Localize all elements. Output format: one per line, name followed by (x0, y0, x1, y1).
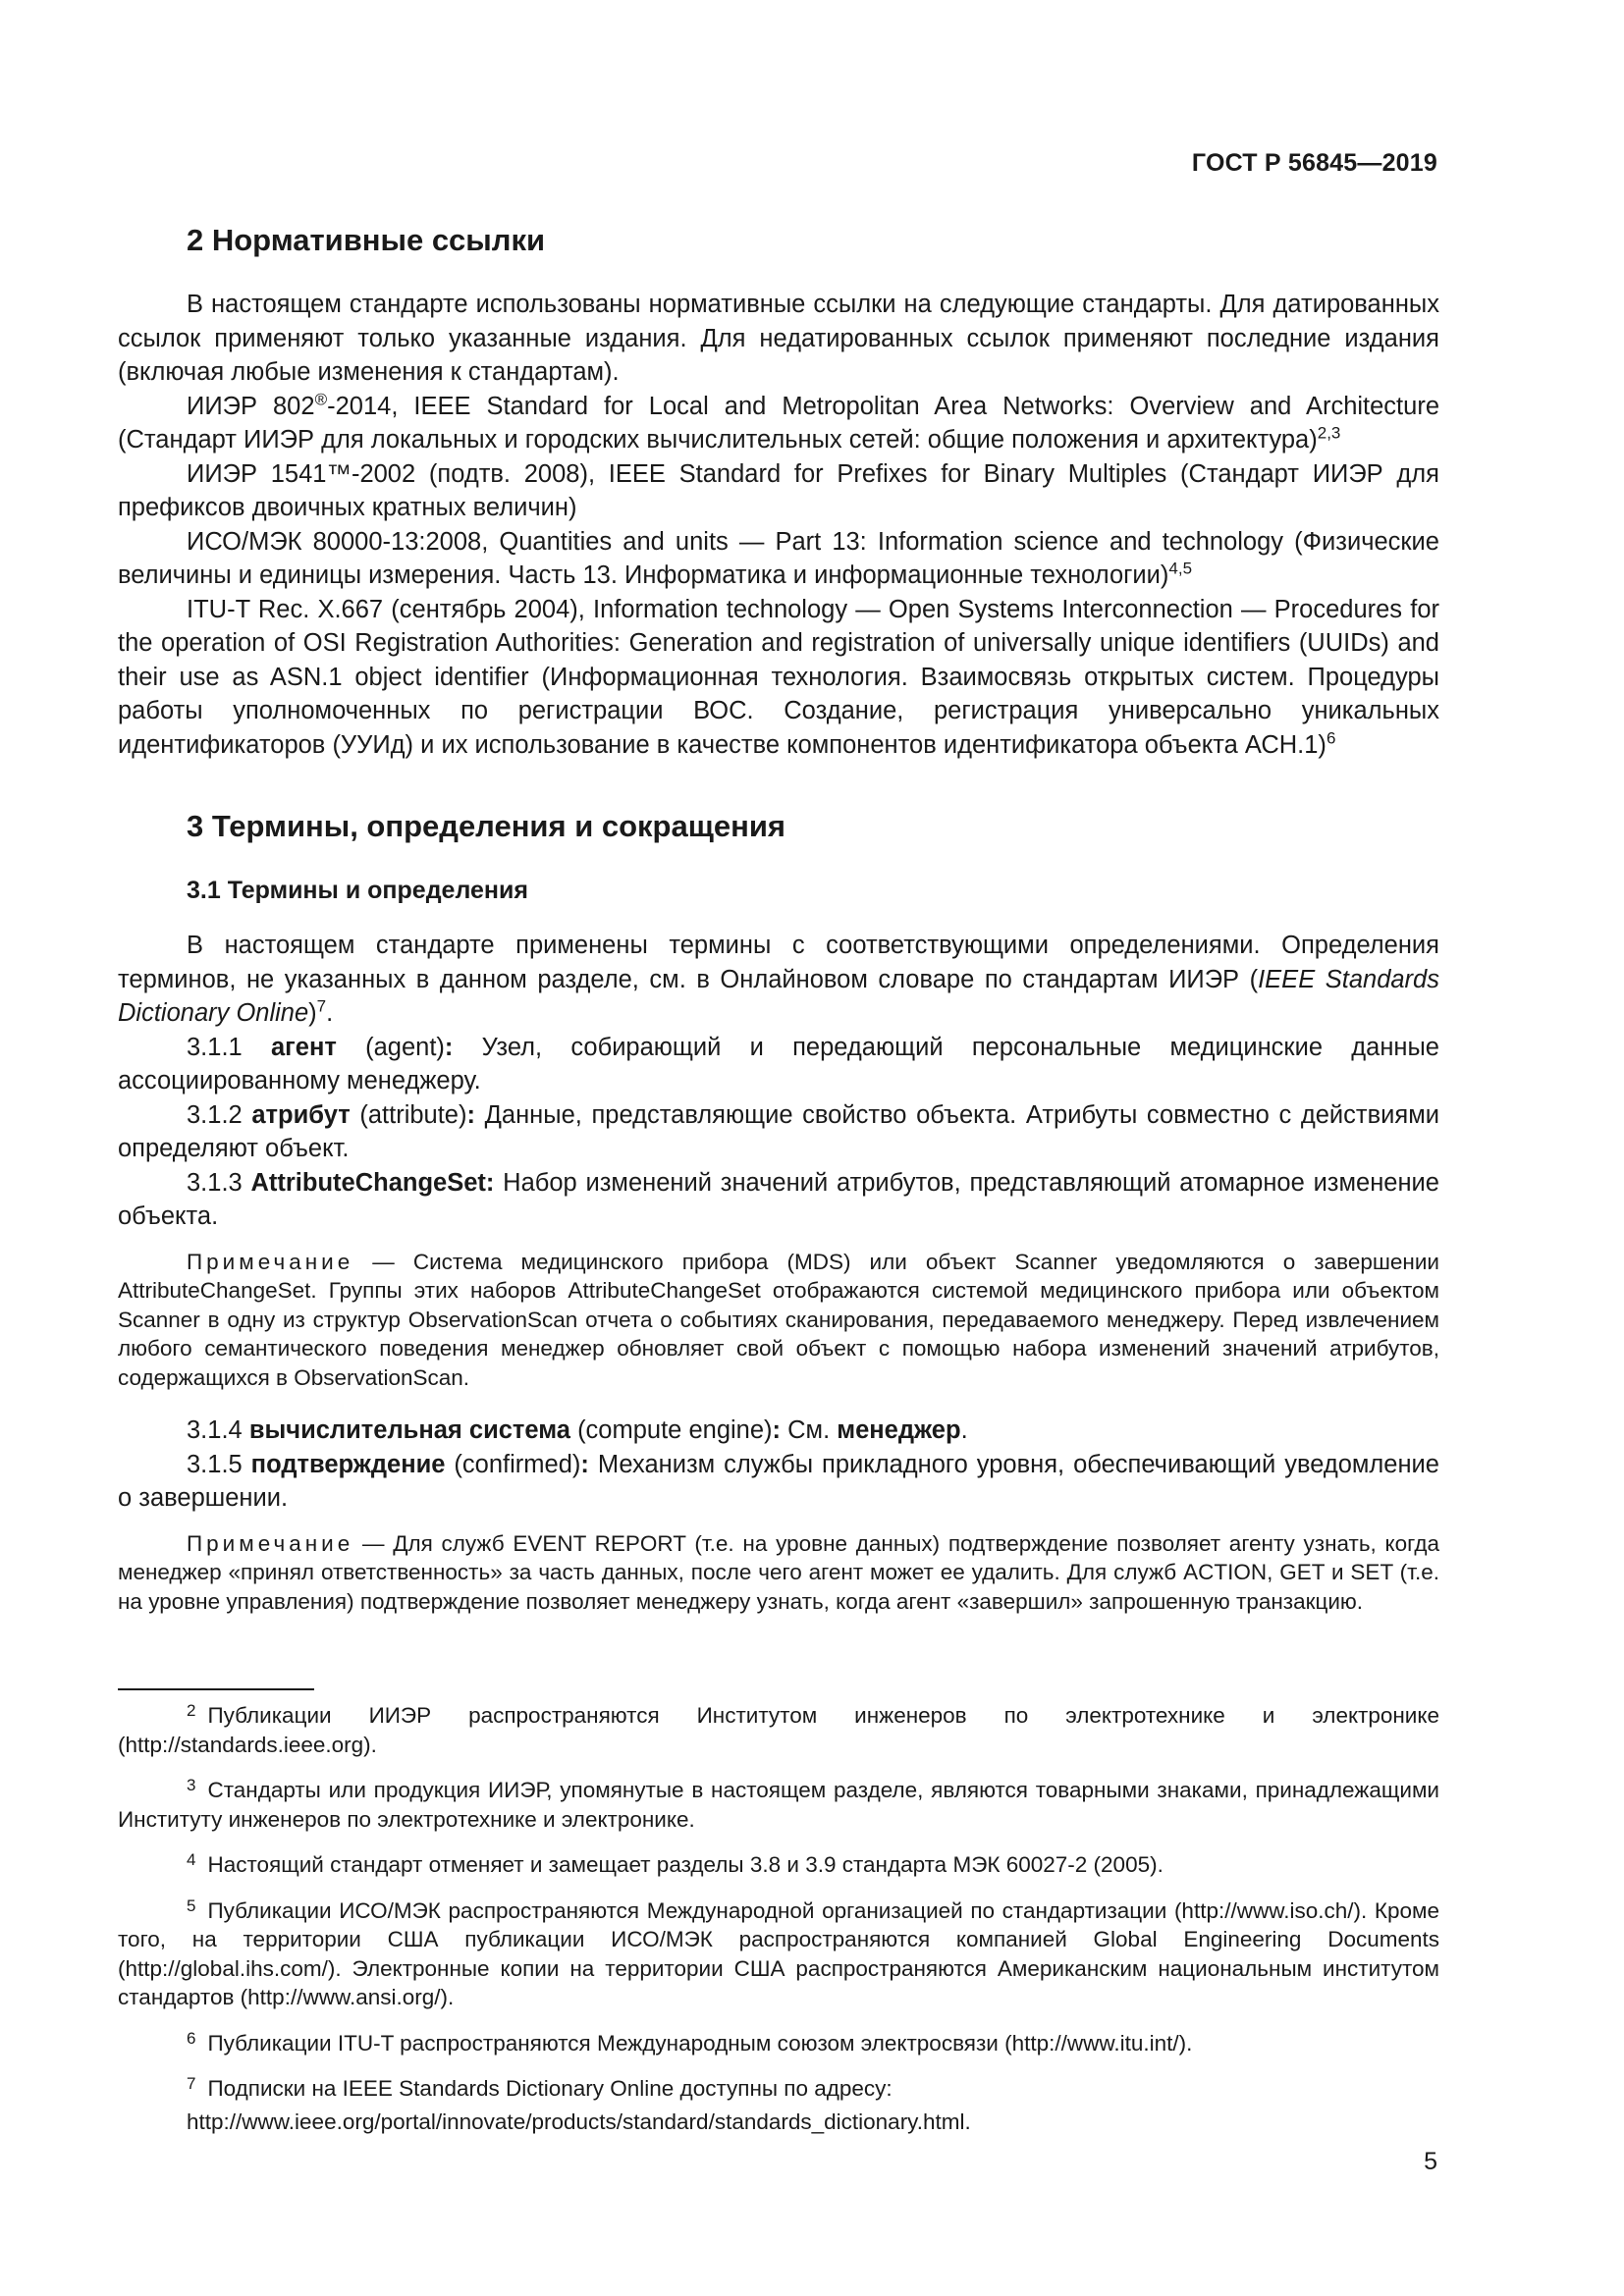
section-3-title: 3 Термины, определения и сокращения (187, 809, 785, 843)
footnote-6: $^6$ Публикации ITU-T распространяются Международным союзом электросвязи (http://www.itu.int/). (187, 2028, 1193, 2056)
footnote-4: $^4$ Настоящий стандарт отменяет и замещает разделы 3.8 и 3.9 стандарта МЭК 60027-2 (2005). (187, 1850, 1164, 1877)
section-2-intro: В настоящем стандарте использованы нормативные ссылки на следующие стандарты. Для датированных ссылок применяют только указанные издания. Для недатированных ссылок применяют последние издания (включая любые изменения к стандартам). (118, 291, 1439, 386)
reference-itu-x667: ITU-T Rec. X.667 (сентябрь 2004), Information technology — Open Systems Interconnection — Procedures for the operation of OSI Registration Authorities: Generation and registration of universally unique identifiers (UUIDs) and their use as ASN.1 object identifier (Информационная технология. Взаимосвязь открытых систем. Процедуры работы уполномоченных по регистрации ВОС. Создание, регистрация универсально уникальных идентификаторов (УУИд) и их использование в качестве компонентов идентификатора объекта АСН.1)$^6$ (118, 595, 1439, 759)
term-3-1-4: 3.1.4 вычислительная система (compute engine): См. менеджер. (187, 1416, 968, 1444)
subsection-3-1-title: 3.1 Термины и определения (187, 877, 528, 904)
term-3-1-5: 3.1.5 подтверждение (confirmed): Механизм службы прикладного уровня, обеспечивающий уведомление о завершении. (118, 1450, 1439, 1512)
reference-iso-80000: ИСО/МЭК 80000-13:2008, Quantities and units — Part 13: Information science and technology (Физические величины и единицы измерения. Часть 13. Информатика и информационные технологии)$^{4,5}$ (118, 527, 1439, 589)
footnote-2: $^2$ Публикации ИИЭР распространяются Институтом инженеров по электротехнике и электронике (http://standards.ieee.org). (118, 1701, 1439, 1757)
footnote-7-url[interactable]: http://www.ieee.org/portal/innovate/products/standard/standards_dictionary.html. (187, 2109, 971, 2134)
terms-intro: В настоящем стандарте применены термины с соответствующими определениями. Определения терминов, не указанных в данном разделе, см. в Онлайновом словаре по стандартам ИИЭР (IEEE Standards Dictionary Online)$^7$. (118, 932, 1439, 1027)
footnote-7: $^7$ Подписки на IEEE Standards Dictionary Online доступны по адресу: (187, 2074, 893, 2101)
document-code: ГОСТ Р 56845—2019 (1191, 149, 1437, 177)
term-3-1-1: 3.1.1 агент (agent): Узел, собирающий и передающий персональные медицинские данные ассоциированному менеджеру. (118, 1033, 1439, 1095)
section-2-title: 2 Нормативные ссылки (187, 223, 546, 257)
reference-ieee-1541: ИИЭР 1541™-2002 (подтв. 2008), IEEE Standard for Prefixes for Binary Multiples (Стандарт ИИЭР для префиксов двоичных кратных величин) (118, 459, 1439, 521)
footnotes (118, 1696, 1439, 2148)
note-confirmed: Примечание — Для служб EVENT REPORT (т.е. на уровне данных) подтверждение позволяет агенту узнать, когда менеджер «принял ответственность» за часть данных, после чего агент может ее удалить. Для служб ACTION, GET и SET (т.е. на уровне управления) подтверждение позволяет менеджеру узнать, когда агент «завершил» запрошенную транзакцию. (118, 1530, 1439, 1614)
page-number: 5 (1424, 2148, 1437, 2175)
footnote-5: $^5$ Публикации ИСО/МЭК распространяются Международной организацией по стандартизации (http://www.iso.ch/). Кроме того, на территории США публикации ИСО/МЭК распространяются компанией Global Engineering Documents (http://global.ihs.com/). Электронные копии на территории США распространяются Американским национальным институтом стандартов (http://www.ansi.org/). (118, 1896, 1439, 2009)
main-content (118, 221, 1439, 1637)
reference-ieee-802: ИИЭР 802®-2014, IEEE Standard for Local and Metropolitan Area Networks: Overview and Architecture (Стандарт ИИЭР для локальных и городских вычислительных сетей: общие положения и архитектура)$^{2,3}$ (118, 390, 1439, 454)
term-3-1-3: 3.1.3 AttributeChangeSet: Набор изменений значений атрибутов, представляющий атомарное изменение объекта. (118, 1168, 1439, 1230)
footnote-divider (118, 1688, 314, 1690)
footnote-3: $^3$ Стандарты или продукция ИИЭР, упомянутые в настоящем разделе, являются товарными знаками, принадлежащими Институту инженеров по электротехнике и электронике. (118, 1776, 1439, 1832)
term-3-1-2: 3.1.2 атрибут (attribute): Данные, представляющие свойство объекта. Атрибуты совместно с действиями определяют объект. (118, 1100, 1439, 1162)
note-attribute-change-set: Примечание — Система медицинского прибора (MDS) или объект Scanner уведомляются о завершении AttributeChangeSet. Группы этих наборов AttributeChangeSet отображаются системой медицинского прибора или объектом Scanner в одну из структур ObservationScan отчета о событиях сканирования, передаваемого менеджеру. Перед извлечением любого семантического поведения менеджер обновляет свой объект с помощью набора изменений значений атрибутов, содержащихся в ObservationScan. (118, 1249, 1439, 1390)
